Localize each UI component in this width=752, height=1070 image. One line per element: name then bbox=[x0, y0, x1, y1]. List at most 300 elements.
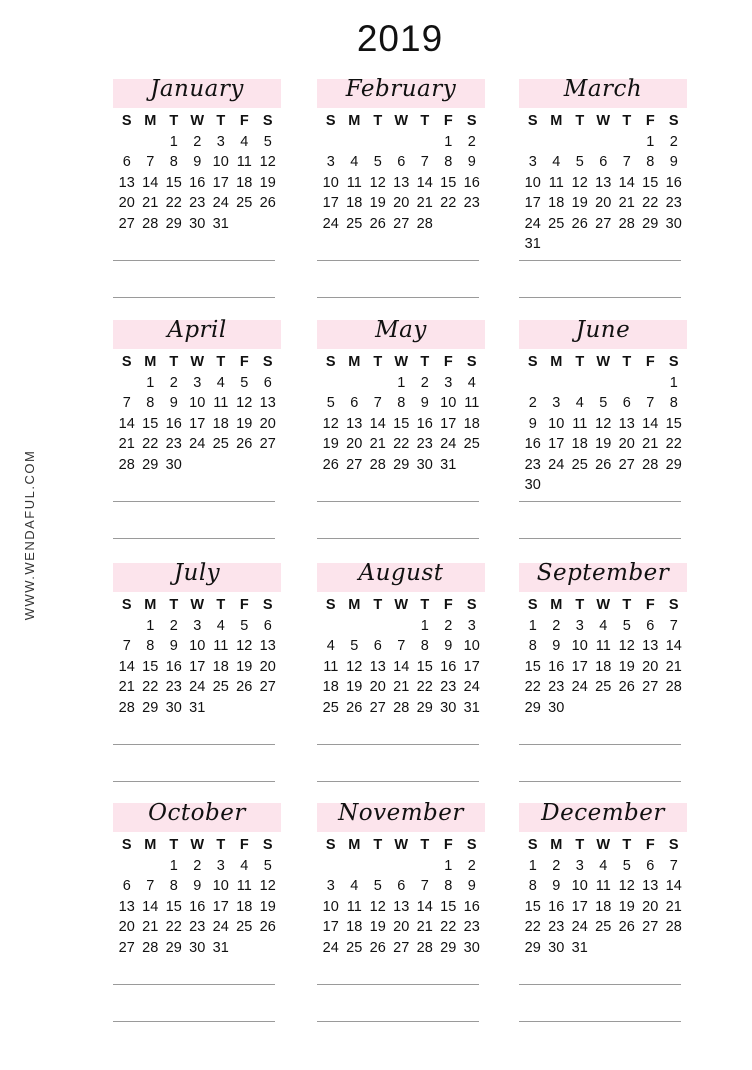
weekday-header: F bbox=[239, 354, 249, 370]
day-cell: 16 bbox=[548, 658, 565, 675]
day-cell: 29 bbox=[393, 456, 410, 473]
day-cell: 7 bbox=[669, 857, 678, 874]
day-cell: 27 bbox=[259, 679, 276, 695]
day-cell: 16 bbox=[463, 898, 480, 915]
day-cell: 13 bbox=[642, 638, 659, 654]
month-name: February bbox=[345, 76, 457, 102]
day-cell: 19 bbox=[259, 898, 276, 915]
day-cell: 20 bbox=[642, 898, 659, 915]
day-cell: 10 bbox=[463, 638, 480, 654]
day-cell: 26 bbox=[618, 679, 635, 695]
day-cell: 9 bbox=[467, 154, 476, 170]
day-cell: 17 bbox=[571, 658, 588, 675]
day-cell: 21 bbox=[618, 195, 635, 211]
day-cell: 19 bbox=[618, 898, 635, 915]
day-grid bbox=[115, 835, 280, 958]
day-cell: 11 bbox=[323, 658, 339, 675]
weekday-header: M bbox=[348, 837, 361, 853]
empty-day-cell bbox=[343, 856, 367, 877]
day-cell: 4 bbox=[216, 374, 225, 391]
day-cell: 17 bbox=[189, 415, 206, 432]
day-cell: 24 bbox=[571, 919, 588, 935]
note-line bbox=[113, 501, 275, 502]
day-cell: 1 bbox=[444, 133, 453, 150]
note-line bbox=[317, 781, 479, 782]
day-cell: 27 bbox=[118, 215, 135, 232]
day-cell: 3 bbox=[326, 154, 335, 170]
day-cell: 15 bbox=[142, 658, 159, 675]
day-cell: 29 bbox=[524, 939, 541, 956]
weekday-header: S bbox=[262, 354, 273, 370]
day-cell: 27 bbox=[393, 215, 410, 232]
day-cell: 27 bbox=[642, 679, 659, 695]
day-cell: 1 bbox=[146, 617, 155, 634]
day-cell: 20 bbox=[346, 436, 363, 452]
day-cell: 2 bbox=[528, 395, 537, 411]
day-cell: 23 bbox=[440, 679, 457, 695]
day-cell: 4 bbox=[350, 154, 359, 170]
weekday-header: F bbox=[239, 837, 249, 853]
day-cell: 18 bbox=[322, 679, 339, 695]
day-cell: 29 bbox=[665, 456, 682, 473]
day-cell: 28 bbox=[369, 456, 386, 473]
day-cell: 3 bbox=[575, 617, 584, 634]
empty-day-cell bbox=[592, 132, 616, 153]
day-cell: 15 bbox=[416, 658, 433, 675]
weekday-header: S bbox=[262, 597, 273, 613]
day-cell: 6 bbox=[397, 154, 406, 170]
day-cell: 2 bbox=[193, 857, 202, 874]
day-cell: 11 bbox=[572, 415, 588, 432]
day-cell: 5 bbox=[599, 395, 608, 411]
day-cell: 26 bbox=[369, 939, 386, 956]
day-cell: 15 bbox=[165, 174, 182, 191]
day-cell: 21 bbox=[393, 679, 410, 695]
note-line bbox=[317, 984, 479, 985]
day-cell: 24 bbox=[571, 679, 588, 695]
day-cell: 3 bbox=[528, 154, 537, 170]
weekday-header: M bbox=[550, 354, 563, 370]
day-cell: 26 bbox=[618, 919, 635, 935]
day-cell: 28 bbox=[416, 215, 433, 232]
day-cell: 4 bbox=[552, 154, 561, 170]
day-cell: 20 bbox=[393, 195, 410, 211]
weekday-header: T bbox=[169, 113, 179, 129]
month-september bbox=[519, 560, 687, 813]
day-cell: 14 bbox=[416, 898, 433, 915]
day-cell: 9 bbox=[169, 638, 178, 654]
day-cell: 12 bbox=[346, 658, 363, 675]
day-grid bbox=[521, 835, 686, 958]
day-cell: 30 bbox=[165, 699, 182, 716]
day-cell: 5 bbox=[373, 154, 382, 170]
day-cell: 7 bbox=[146, 878, 155, 894]
day-cell: 8 bbox=[169, 154, 178, 170]
day-cell: 25 bbox=[595, 919, 612, 935]
day-cell: 3 bbox=[444, 374, 453, 391]
day-cell: 27 bbox=[369, 699, 386, 716]
day-cell: 6 bbox=[122, 878, 131, 894]
day-cell: 2 bbox=[552, 857, 561, 874]
day-cell: 21 bbox=[118, 679, 135, 695]
empty-day-cell bbox=[592, 373, 616, 394]
day-cell: 3 bbox=[216, 133, 225, 150]
weekday-header: M bbox=[144, 354, 157, 370]
empty-day-cell bbox=[115, 856, 139, 877]
day-cell: 23 bbox=[189, 195, 206, 211]
day-cell: 11 bbox=[595, 638, 611, 654]
day-cell: 26 bbox=[259, 919, 276, 935]
month-october bbox=[113, 800, 281, 1053]
day-cell: 10 bbox=[189, 395, 206, 411]
day-cell: 25 bbox=[346, 939, 363, 956]
weekday-header: M bbox=[144, 113, 157, 129]
month-march bbox=[519, 76, 687, 329]
day-cell: 30 bbox=[165, 456, 182, 473]
day-cell: 27 bbox=[118, 939, 135, 956]
weekday-header: W bbox=[190, 837, 205, 853]
day-cell: 2 bbox=[420, 374, 429, 391]
day-cell: 25 bbox=[212, 436, 229, 452]
day-cell: 11 bbox=[464, 395, 480, 411]
day-cell: 19 bbox=[236, 658, 253, 675]
day-cell: 2 bbox=[193, 133, 202, 150]
day-cell: 26 bbox=[236, 436, 253, 452]
day-cell: 13 bbox=[393, 898, 410, 915]
day-cell: 4 bbox=[467, 374, 476, 391]
weekday-header: S bbox=[466, 837, 477, 853]
day-cell: 18 bbox=[463, 415, 480, 432]
day-cell: 26 bbox=[259, 195, 276, 211]
day-grid bbox=[115, 595, 280, 718]
day-cell: 23 bbox=[548, 919, 565, 935]
day-cell: 19 bbox=[346, 679, 363, 695]
day-cell: 2 bbox=[669, 133, 678, 150]
day-cell: 14 bbox=[142, 174, 159, 191]
day-cell: 18 bbox=[595, 898, 612, 915]
weekday-header: M bbox=[144, 597, 157, 613]
day-cell: 28 bbox=[393, 699, 410, 716]
day-cell: 17 bbox=[212, 898, 229, 915]
month-name: November bbox=[338, 800, 464, 826]
day-cell: 5 bbox=[575, 154, 584, 170]
day-cell: 21 bbox=[118, 436, 135, 452]
day-cell: 22 bbox=[142, 679, 159, 695]
day-cell: 7 bbox=[397, 638, 406, 654]
day-grid bbox=[521, 111, 686, 255]
weekday-header: T bbox=[216, 354, 226, 370]
day-cell: 23 bbox=[463, 195, 480, 211]
weekday-header: M bbox=[144, 837, 157, 853]
weekday-header: T bbox=[420, 113, 430, 129]
day-cell: 3 bbox=[326, 878, 335, 894]
day-cell: 8 bbox=[669, 395, 678, 411]
website-watermark: WWW.WENDAFUL.COM bbox=[22, 449, 37, 621]
day-cell: 14 bbox=[665, 638, 682, 654]
day-cell: 20 bbox=[393, 919, 410, 935]
weekday-header: T bbox=[373, 597, 383, 613]
day-cell: 5 bbox=[263, 133, 272, 150]
day-cell: 14 bbox=[369, 415, 386, 432]
day-cell: 9 bbox=[420, 395, 429, 411]
day-grid bbox=[115, 111, 280, 234]
day-cell: 23 bbox=[548, 679, 565, 695]
day-cell: 6 bbox=[397, 878, 406, 894]
day-cell: 31 bbox=[463, 699, 480, 716]
weekday-header: T bbox=[216, 597, 226, 613]
day-cell: 12 bbox=[618, 638, 635, 654]
note-line bbox=[519, 984, 681, 985]
day-cell: 1 bbox=[646, 133, 655, 150]
month-february bbox=[317, 76, 485, 329]
day-cell: 16 bbox=[416, 415, 433, 432]
day-grid bbox=[521, 352, 686, 496]
note-line bbox=[519, 297, 681, 298]
day-cell: 31 bbox=[212, 939, 229, 956]
day-cell: 12 bbox=[236, 638, 253, 654]
day-cell: 24 bbox=[548, 456, 565, 473]
day-cell: 9 bbox=[169, 395, 178, 411]
day-cell: 12 bbox=[236, 395, 253, 411]
day-cell: 18 bbox=[595, 658, 612, 675]
day-cell: 23 bbox=[524, 456, 541, 473]
day-cell: 11 bbox=[236, 154, 252, 170]
weekday-header: S bbox=[668, 113, 679, 129]
weekday-header: F bbox=[239, 597, 249, 613]
day-cell: 1 bbox=[528, 617, 537, 634]
day-cell: 9 bbox=[552, 878, 561, 894]
day-grid bbox=[319, 835, 484, 958]
weekday-header: T bbox=[575, 597, 585, 613]
day-cell: 24 bbox=[524, 215, 541, 232]
day-cell: 29 bbox=[142, 456, 159, 473]
day-cell: 7 bbox=[622, 154, 631, 170]
day-cell: 29 bbox=[165, 215, 182, 232]
weekday-header: W bbox=[190, 113, 205, 129]
note-line bbox=[113, 744, 275, 745]
day-cell: 4 bbox=[350, 878, 359, 894]
day-cell: 26 bbox=[571, 215, 588, 232]
weekday-header: W bbox=[394, 354, 409, 370]
day-cell: 24 bbox=[212, 195, 229, 211]
day-cell: 28 bbox=[665, 679, 682, 695]
day-cell: 24 bbox=[322, 215, 339, 232]
day-cell: 31 bbox=[189, 699, 206, 716]
weekday-header: S bbox=[325, 354, 336, 370]
empty-day-cell bbox=[521, 373, 545, 394]
weekday-header: T bbox=[169, 597, 179, 613]
day-cell: 7 bbox=[122, 395, 131, 411]
day-cell: 21 bbox=[369, 436, 386, 452]
day-cell: 1 bbox=[169, 857, 178, 874]
day-cell: 16 bbox=[665, 174, 682, 191]
day-cell: 17 bbox=[463, 658, 480, 675]
day-cell: 19 bbox=[595, 436, 612, 452]
day-cell: 4 bbox=[599, 857, 608, 874]
weekday-header: T bbox=[169, 837, 179, 853]
day-cell: 8 bbox=[146, 395, 155, 411]
empty-day-cell bbox=[413, 132, 437, 153]
day-cell: 21 bbox=[642, 436, 659, 452]
weekday-header: W bbox=[190, 354, 205, 370]
day-cell: 28 bbox=[142, 939, 159, 956]
month-june bbox=[519, 317, 687, 570]
day-cell: 19 bbox=[369, 919, 386, 935]
day-cell: 6 bbox=[622, 395, 631, 411]
weekday-header: T bbox=[622, 113, 632, 129]
day-cell: 9 bbox=[444, 638, 453, 654]
note-line bbox=[113, 260, 275, 261]
day-cell: 21 bbox=[665, 898, 682, 915]
day-cell: 16 bbox=[440, 658, 457, 675]
empty-day-cell bbox=[390, 856, 414, 877]
weekday-header: S bbox=[262, 113, 273, 129]
day-cell: 30 bbox=[189, 939, 206, 956]
day-cell: 29 bbox=[524, 699, 541, 716]
day-cell: 6 bbox=[646, 857, 655, 874]
day-cell: 30 bbox=[440, 699, 457, 716]
note-line bbox=[317, 1021, 479, 1022]
day-cell: 1 bbox=[169, 133, 178, 150]
day-cell: 12 bbox=[369, 898, 386, 915]
empty-day-cell bbox=[115, 616, 139, 637]
day-cell: 12 bbox=[595, 415, 612, 432]
empty-day-cell bbox=[139, 856, 163, 877]
weekday-header: S bbox=[668, 354, 679, 370]
day-cell: 17 bbox=[212, 174, 229, 191]
day-cell: 25 bbox=[463, 436, 480, 452]
day-cell: 8 bbox=[528, 878, 537, 894]
day-cell: 24 bbox=[189, 679, 206, 695]
day-cell: 30 bbox=[189, 215, 206, 232]
day-cell: 14 bbox=[118, 658, 135, 675]
day-cell: 11 bbox=[213, 638, 229, 654]
weekday-header: S bbox=[121, 597, 132, 613]
day-cell: 18 bbox=[346, 919, 363, 935]
day-cell: 10 bbox=[189, 638, 206, 654]
day-cell: 21 bbox=[142, 195, 159, 211]
empty-day-cell bbox=[390, 616, 414, 637]
day-cell: 7 bbox=[122, 638, 131, 654]
weekday-header: T bbox=[575, 837, 585, 853]
day-cell: 27 bbox=[595, 215, 612, 232]
weekday-header: F bbox=[443, 597, 453, 613]
day-cell: 4 bbox=[240, 857, 249, 874]
day-cell: 24 bbox=[322, 939, 339, 956]
day-cell: 3 bbox=[552, 395, 561, 411]
note-line bbox=[519, 744, 681, 745]
day-cell: 16 bbox=[165, 658, 182, 675]
day-cell: 13 bbox=[393, 174, 410, 191]
empty-day-cell bbox=[390, 132, 414, 153]
day-cell: 5 bbox=[350, 638, 359, 654]
weekday-header: F bbox=[645, 354, 655, 370]
weekday-header: F bbox=[443, 837, 453, 853]
day-cell: 25 bbox=[548, 215, 565, 232]
day-cell: 24 bbox=[212, 919, 229, 935]
weekday-header: T bbox=[373, 837, 383, 853]
day-cell: 22 bbox=[524, 919, 541, 935]
weekday-header: F bbox=[443, 354, 453, 370]
empty-day-cell bbox=[343, 373, 367, 394]
day-cell: 13 bbox=[346, 415, 363, 432]
weekday-header: T bbox=[420, 597, 430, 613]
weekday-header: M bbox=[550, 597, 563, 613]
day-cell: 8 bbox=[444, 154, 453, 170]
weekday-header: T bbox=[622, 354, 632, 370]
day-cell: 5 bbox=[240, 617, 249, 634]
day-cell: 8 bbox=[528, 638, 537, 654]
day-cell: 6 bbox=[350, 395, 359, 411]
weekday-header: S bbox=[325, 113, 336, 129]
note-line bbox=[317, 297, 479, 298]
day-cell: 10 bbox=[571, 878, 588, 894]
month-april bbox=[113, 317, 281, 570]
empty-day-cell bbox=[639, 373, 663, 394]
weekday-header: S bbox=[527, 113, 538, 129]
day-cell: 10 bbox=[212, 878, 229, 894]
day-cell: 17 bbox=[189, 658, 206, 675]
month-name: October bbox=[148, 800, 246, 826]
day-cell: 15 bbox=[665, 415, 682, 432]
day-cell: 6 bbox=[646, 617, 655, 634]
day-cell: 29 bbox=[642, 215, 659, 232]
day-cell: 13 bbox=[618, 415, 635, 432]
weekday-header: W bbox=[190, 597, 205, 613]
day-cell: 3 bbox=[193, 617, 202, 634]
day-cell: 13 bbox=[259, 395, 276, 411]
day-cell: 5 bbox=[622, 857, 631, 874]
day-cell: 18 bbox=[571, 436, 588, 452]
weekday-header: S bbox=[668, 597, 679, 613]
note-line bbox=[519, 260, 681, 261]
day-grid bbox=[319, 111, 484, 234]
day-cell: 7 bbox=[420, 878, 429, 894]
day-cell: 29 bbox=[440, 939, 457, 956]
day-cell: 2 bbox=[169, 617, 178, 634]
day-cell: 31 bbox=[571, 939, 588, 956]
day-cell: 17 bbox=[322, 195, 339, 211]
day-cell: 9 bbox=[193, 154, 202, 170]
day-cell: 8 bbox=[146, 638, 155, 654]
day-cell: 26 bbox=[346, 699, 363, 716]
weekday-header: W bbox=[394, 113, 409, 129]
day-cell: 22 bbox=[165, 919, 182, 935]
day-cell: 11 bbox=[346, 174, 362, 191]
day-cell: 2 bbox=[444, 617, 453, 634]
day-cell: 18 bbox=[236, 898, 253, 915]
day-cell: 28 bbox=[142, 215, 159, 232]
month-name: July bbox=[173, 560, 221, 586]
day-cell: 27 bbox=[642, 919, 659, 935]
day-cell: 16 bbox=[524, 436, 541, 452]
day-cell: 9 bbox=[528, 415, 537, 432]
day-cell: 10 bbox=[212, 154, 229, 170]
day-cell: 12 bbox=[259, 878, 276, 894]
day-cell: 3 bbox=[216, 857, 225, 874]
day-cell: 16 bbox=[189, 898, 206, 915]
weekday-header: W bbox=[596, 354, 611, 370]
weekday-header: T bbox=[575, 354, 585, 370]
day-cell: 30 bbox=[665, 215, 682, 232]
day-cell: 15 bbox=[524, 658, 541, 675]
day-cell: 24 bbox=[463, 679, 480, 695]
month-name: June bbox=[575, 317, 631, 343]
day-cell: 23 bbox=[165, 436, 182, 452]
day-cell: 16 bbox=[548, 898, 565, 915]
day-cell: 22 bbox=[642, 195, 659, 211]
day-cell: 12 bbox=[322, 415, 339, 432]
